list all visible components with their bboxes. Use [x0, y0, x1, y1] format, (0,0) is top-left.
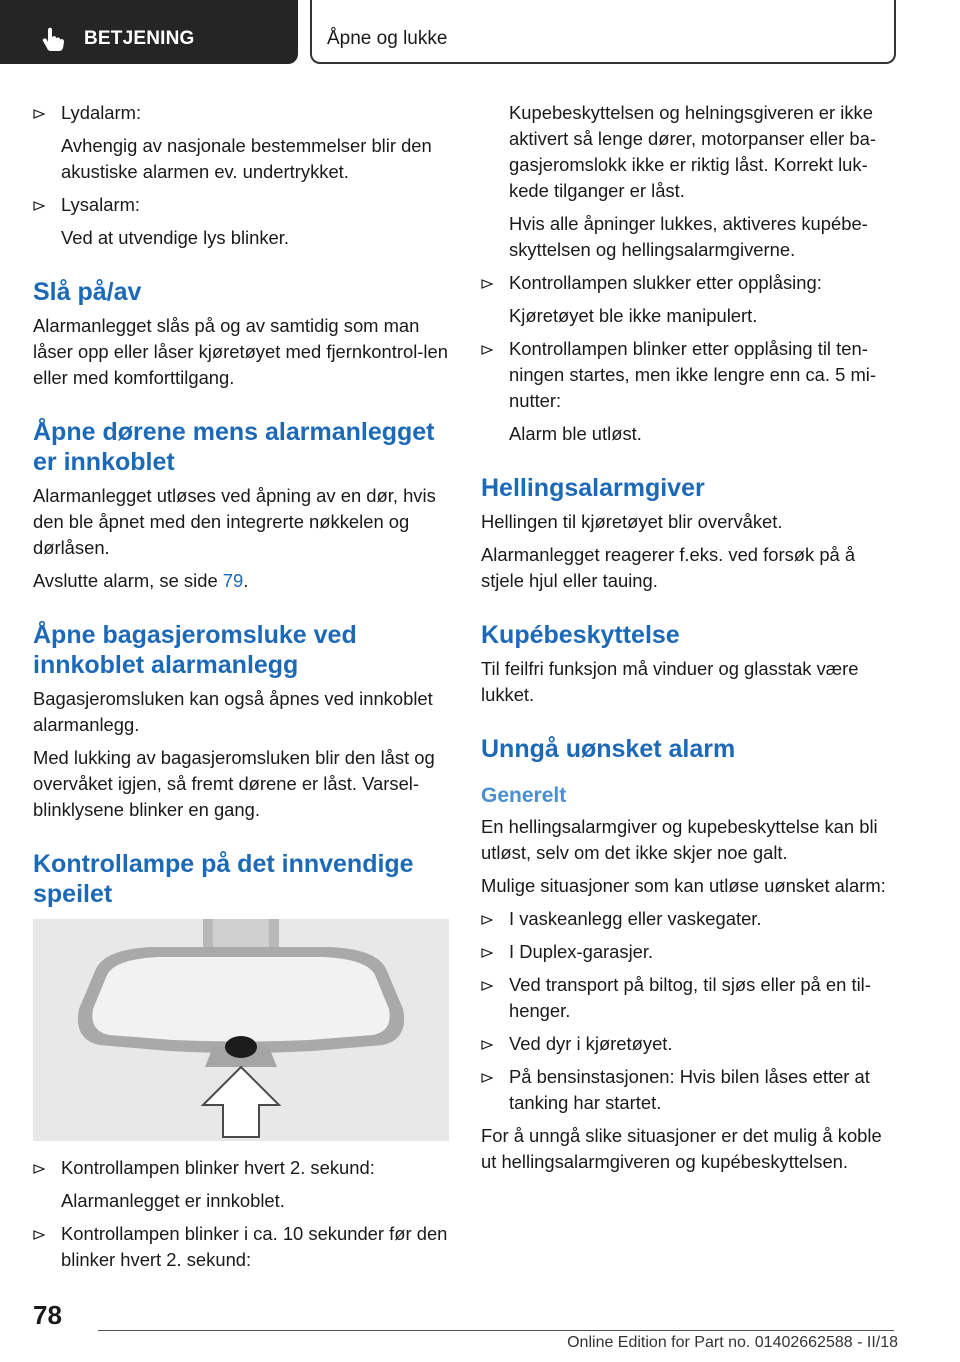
- paragraph: Til feilfri funksjon må vinduer og glasstak være lukket.: [481, 658, 859, 705]
- section-tab: [0, 0, 298, 64]
- heading-tilt-sensor: Hellingsalarmgiver: [481, 474, 705, 502]
- triangle-right-icon: [481, 981, 493, 991]
- left-column: [33, 100, 449, 1280]
- triangle-right-icon: [481, 915, 493, 925]
- list-item-text: Avhengig av nasjonale bestemmelser blir den akustiske alarmen ev. undertrykket.: [61, 135, 432, 182]
- paragraph: Alarmanlegget utløses ved åpning av en dør, hvis den ble åpnet med den integrerte nøkkelen og dørlåsen.: [33, 485, 436, 558]
- list-item-label: Ved dyr i kjøretøyet.: [509, 1033, 673, 1054]
- triangle-right-icon: [481, 345, 493, 355]
- list-item-text: Alarmanlegget er innkoblet.: [61, 1190, 285, 1211]
- indicator-lamp: [225, 1036, 257, 1058]
- footer-divider: [98, 1330, 894, 1331]
- list-item-label: Kontrollampen slukker etter opplåsing:: [509, 272, 822, 293]
- list-item: [481, 939, 897, 965]
- list-item: [481, 906, 897, 932]
- page-header: [0, 0, 960, 66]
- heading-doors: Åpne dørene mens alarmanlegget er innkoblet: [33, 418, 435, 476]
- list-item: [481, 1064, 897, 1116]
- paragraph: Mulige situasjoner som kan utløse uønsket alarm:: [481, 875, 886, 896]
- list-item-label: Kontrollampen blinker etter opplåsing til ten-ningen startes, men ikke lengre enn ca. 5 mi-nutter:: [509, 338, 876, 411]
- list-item: [481, 972, 897, 1024]
- list-item-label: I vaskeanlegg eller vaskegater.: [509, 908, 762, 929]
- page-link[interactable]: 79: [222, 570, 244, 591]
- heading-control-lamp: Kontrollampe på det innvendige speilet: [33, 850, 414, 908]
- heading-on-off: Slå på/av: [33, 278, 142, 306]
- list-item-label: Ved transport på biltog, til sjøs eller på en til-henger.: [509, 974, 871, 1021]
- list-item: [481, 1031, 897, 1057]
- subheading-general: Generelt: [481, 784, 567, 807]
- paragraph: Med lukking av bagasjeromsluken blir den låst og overvåket igjen, så fremt dørene er låst. Varsel-blinklysene blinker en gang.: [33, 747, 435, 820]
- paragraph: En hellingsalarmgiver og kupebeskyttelse kan bli utløst, selv om det ikke skjer noe galt.: [481, 816, 878, 863]
- section-label: BETJENING: [84, 28, 195, 49]
- triangle-right-icon: [481, 1040, 493, 1050]
- paragraph: Alarmanlegget slås på og av samtidig som man låser opp eller låser kjøretøyet med fjernkontrol-len eller med komforttilgang.: [33, 315, 448, 388]
- list-item-label: Lydalarm:: [61, 102, 142, 123]
- hand-pointer-icon: [40, 26, 66, 52]
- heading-avoid-alarm: Unngå uønsket alarm: [481, 735, 736, 763]
- paragraph: For å unngå slike situasjoner er det mulig å koble ut hellingsalarmgiveren og kupébeskyttelsen.: [481, 1125, 882, 1172]
- paragraph: Hellingen til kjøretøyet blir overvåket.: [481, 511, 783, 532]
- triangle-right-icon: [33, 1230, 45, 1240]
- right-column: [481, 100, 897, 1182]
- paragraph-stop-alarm: [33, 568, 449, 594]
- triangle-right-icon: [33, 109, 45, 119]
- list-item: [33, 192, 449, 251]
- triangle-right-icon: [481, 1073, 493, 1083]
- list-item-text: Alarm ble utløst.: [509, 423, 642, 444]
- list-item-label: Kontrollampen blinker hvert 2. sekund:: [61, 1157, 375, 1178]
- list-item-text: Ved at utvendige lys blinker.: [61, 227, 289, 248]
- text: .: [243, 570, 249, 591]
- heading-trunk: Åpne bagasjeromsluke ved innkoblet alarmanlegg: [33, 621, 357, 679]
- continued-text: Hvis alle åpninger lukkes, aktiveres kupébe-skyttelsen og hellingsalarmgiverne.: [509, 213, 868, 260]
- list-item-label: Kontrollampen blinker i ca. 10 sekunder før den blinker hvert 2. sekund:: [61, 1223, 448, 1270]
- paragraph: Bagasjeromsluken kan også åpnes ved innkoblet alarmanlegg.: [33, 688, 433, 735]
- chapter-label: Åpne og lukke: [327, 28, 448, 49]
- list-item: [481, 336, 897, 447]
- heading-interior-protection: Kupébeskyttelse: [481, 621, 680, 649]
- triangle-right-icon: [481, 948, 493, 958]
- triangle-right-icon: [33, 1164, 45, 1174]
- list-item-label: Lysalarm:: [61, 194, 141, 215]
- continued-text: Kupebeskyttelsen og helningsgiveren er ikke aktivert så lenge dører, motorpanser eller ba-gasjeromslokk ikke er riktig låst. Korrekt luk-kede tilganger er låst.: [509, 102, 876, 201]
- list-item: [33, 1155, 449, 1214]
- text: Avslutte alarm, se side: [33, 570, 223, 591]
- page-number: 78: [33, 1300, 62, 1330]
- list-item: [33, 1221, 449, 1273]
- list-item-label: På bensinstasjonen: Hvis bilen låses etter at tanking har startet.: [509, 1066, 870, 1113]
- list-item: [33, 100, 449, 185]
- triangle-right-icon: [481, 279, 493, 289]
- triangle-right-icon: [33, 201, 45, 211]
- paragraph: Alarmanlegget reagerer f.eks. ved forsøk på å stjele hjul eller tauing.: [481, 544, 856, 591]
- chapter-tab: [310, 0, 896, 64]
- list-item-text: Kjøretøyet ble ikke manipulert.: [509, 305, 758, 326]
- footer-edition: Online Edition for Part no. 01402662588 - II/18: [567, 1334, 898, 1351]
- list-item-label: I Duplex-garasjer.: [509, 941, 654, 962]
- mirror-illustration: [33, 919, 449, 1141]
- list-item: [481, 270, 897, 329]
